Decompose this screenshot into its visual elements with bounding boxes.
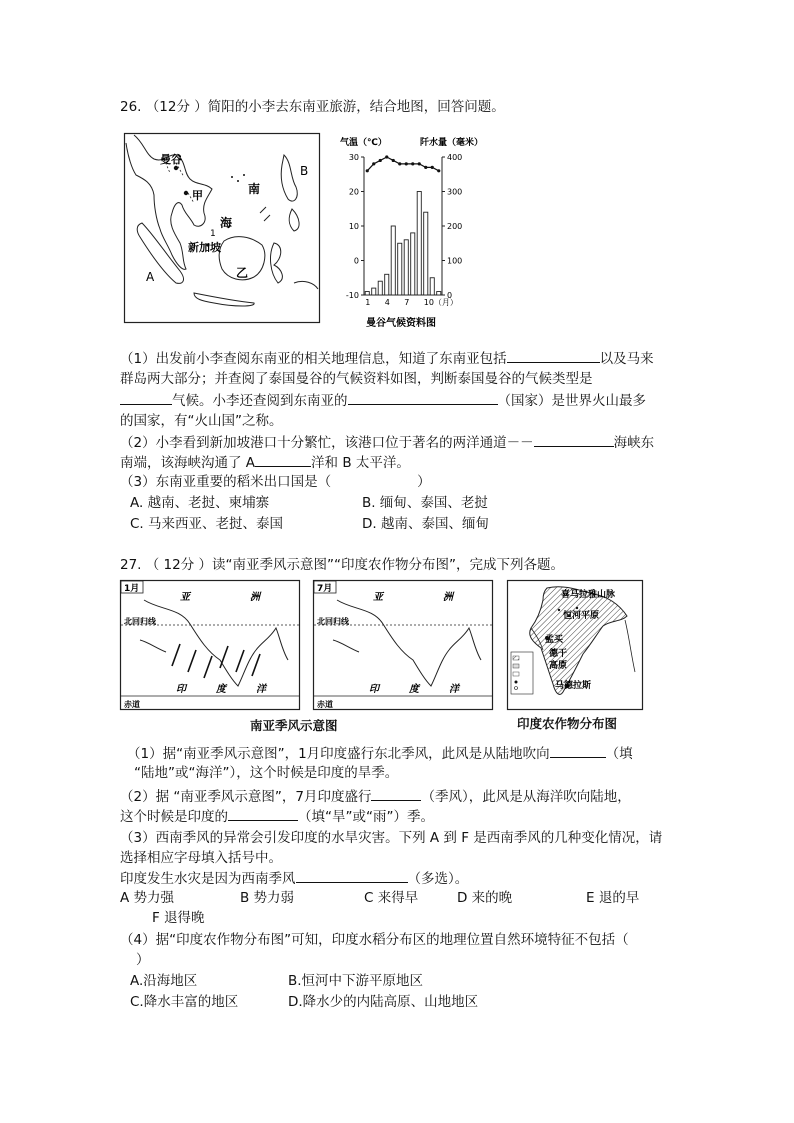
- hai-label: 海: [220, 216, 233, 230]
- left-tick-label: 30: [348, 153, 359, 162]
- answer-blank[interactable]: [550, 743, 606, 758]
- right-tick-label: 200: [447, 222, 463, 231]
- q27-opt-f[interactable]: F 退得晚: [152, 910, 205, 926]
- x-tick-label: 7: [404, 298, 410, 307]
- left-tick-label: 10: [348, 222, 359, 231]
- q27-4-opt-c[interactable]: C.降水丰富的地区: [130, 994, 239, 1010]
- temperature-point: [424, 166, 427, 169]
- temperature-point: [379, 159, 382, 162]
- mumbai-label: 孟买: [545, 635, 564, 645]
- q27-4-line1: （4）据“印度农作物分布图”可知，印度水稻分布区的地理位置自然环境特征不包括（: [120, 932, 629, 948]
- precip-bar: [391, 226, 395, 295]
- q26-opt-c[interactable]: C. 马来西亚、老挝、泰国: [130, 516, 284, 532]
- temperature-point: [405, 162, 408, 165]
- july-monsoon-map: [313, 580, 493, 710]
- precip-bar: [378, 281, 382, 295]
- himalaya-label: 喜马拉雅山脉: [561, 590, 616, 600]
- jan-ocean-du: 度: [216, 684, 226, 695]
- q27-opt-c[interactable]: C 来得早: [364, 890, 419, 906]
- precip-bar: [437, 292, 441, 295]
- answer-blank[interactable]: [120, 390, 172, 405]
- right-tick-label: 400: [447, 153, 463, 162]
- q27-4-opt-d[interactable]: D.降水少的内陆高原、山地地区: [288, 994, 479, 1010]
- jan-month-label: 1月: [124, 584, 140, 594]
- temperature-point: [366, 169, 369, 172]
- precip-bar: [424, 212, 428, 295]
- x-tick-label: 4: [384, 298, 390, 307]
- jia-label: 甲: [192, 189, 203, 202]
- precip-bar: [417, 192, 421, 296]
- chennai-label: 马德拉斯: [555, 681, 592, 691]
- jan-asia-zhou: 洲: [250, 592, 260, 603]
- monsoon-caption: 南亚季风示意图: [250, 718, 338, 733]
- southeast-asia-map: [124, 133, 320, 323]
- q27-title: 27. （ 12分 ）读“南亚季风示意图”“印度农作物分布图”，完成下列各题。: [120, 557, 564, 573]
- deccan-label-2: 高原: [549, 661, 568, 671]
- q27-3-line2: 选择相应字母填入括号中。: [120, 850, 282, 866]
- jan-asia-ya: 亚: [180, 592, 190, 603]
- bangkok-label: 曼谷: [160, 153, 182, 166]
- q27-3-line3: 印度发生水灾是因为西南季风 （多选）。: [120, 868, 468, 889]
- precip-bar: [430, 278, 434, 295]
- answer-blank[interactable]: [371, 786, 421, 801]
- india-crop-map: [507, 580, 643, 710]
- yi-label: 乙: [236, 266, 249, 280]
- temperature-point: [392, 159, 395, 162]
- temperature-point: [385, 155, 388, 158]
- india-map-caption: 印度农作物分布图: [517, 716, 618, 731]
- q26-1-line1: （1）出发前小李查阅东南亚的相关地理信息，知道了东南亚包括 以及马来: [120, 348, 654, 369]
- q27-3-line1: （3）西南季风的异常会引发印度的水旱灾害。下列 A 到 F 是西南季风的几种变化情况，请: [120, 830, 663, 846]
- q27-2-line1: （2）据 “南亚季风示意图”，7月印度盛行 （季风），此风是从海洋吹向陆地，: [120, 786, 631, 807]
- q26-opt-d[interactable]: D. 越南、泰国、缅甸: [362, 516, 489, 532]
- temperature-point: [431, 166, 434, 169]
- jul-month-label: 7月: [317, 584, 333, 594]
- jul-asia-zhou: 洲: [443, 592, 453, 603]
- a-label: A: [146, 270, 155, 284]
- jan-tropic-label: 北回归线: [124, 617, 156, 626]
- q26-1-line3: 气候。小李还查阅到东南亚的 （国家）是世界火山最多: [120, 390, 646, 411]
- deccan-label-1: 德干: [549, 649, 568, 659]
- precip-bar: [385, 274, 389, 295]
- q26-2-line1: （2）小李看到新加坡港口十分繁忙，该港口位于著名的两洋通道－－ 海峡东: [120, 432, 654, 453]
- jul-equator-label: 赤道: [317, 700, 333, 709]
- jul-ocean-du: 度: [409, 684, 419, 695]
- jan-ocean-yin: 印: [176, 684, 186, 695]
- temperature-point: [398, 162, 401, 165]
- jul-ocean-yin: 印: [369, 684, 379, 695]
- precip-bar: [411, 233, 415, 295]
- right-tick-label: 300: [447, 187, 463, 197]
- temp-axis-label: 气温（℃）: [340, 138, 387, 148]
- jul-tropic-label: 北回归线: [317, 617, 349, 626]
- left-tick-label: 0: [353, 256, 359, 266]
- q26-3: （3）东南亚重要的稻米出口国是（ ）: [120, 474, 431, 490]
- january-monsoon-map: [120, 580, 300, 710]
- temperature-point: [437, 169, 440, 172]
- jan-equator-label: 赤道: [124, 700, 140, 709]
- jan-ocean-yang: 洋: [256, 684, 266, 695]
- singapore-label: 新加坡: [188, 241, 221, 254]
- q26-2-line2: 南端，该海峡沟通了 A 洋和 B 太平洋。: [120, 452, 410, 473]
- bangkok-climate-chart: [338, 133, 484, 333]
- b-label: B: [300, 164, 309, 178]
- x-tick-label: 1: [365, 298, 371, 307]
- q27-opt-e[interactable]: E 退的早: [586, 890, 640, 906]
- q27-1-line2: “陆地”或“海洋”），这个时候是印度的旱季。: [134, 765, 399, 781]
- q27-opt-b[interactable]: B 势力弱: [240, 890, 295, 906]
- precip-bar: [398, 243, 402, 295]
- jul-asia-ya: 亚: [373, 592, 383, 603]
- q26-opt-a[interactable]: A. 越南、老挝、柬埔寨: [130, 495, 270, 511]
- q26-opt-b[interactable]: B. 缅甸、泰国、老挝: [362, 495, 488, 511]
- q26-1-line4: 的国家，有“火山国”之称。: [120, 413, 283, 429]
- precip-bar: [372, 288, 376, 295]
- nan-label: 南: [248, 182, 261, 196]
- right-tick-label: 100: [447, 256, 463, 266]
- one-label: 1: [210, 229, 216, 239]
- temperature-point: [372, 162, 375, 165]
- q27-opt-d[interactable]: D 来的晚: [457, 890, 513, 906]
- q27-opt-a[interactable]: A 势力强: [120, 890, 175, 906]
- q26-1-line2: 群岛两大部分；并查阅了泰国曼谷的气候资料如图，判断泰国曼谷的气候类型是: [120, 371, 593, 387]
- left-tick-label: -10: [345, 291, 359, 300]
- answer-blank[interactable]: [228, 806, 298, 821]
- q26-title: 26. （12分 ）简阳的小李去东南亚旅游，结合地图，回答问题。: [120, 99, 505, 115]
- chart-title: 曼谷气候资料图: [366, 318, 436, 329]
- answer-blank[interactable]: [296, 868, 408, 883]
- x-tick-label: 10（月）: [423, 298, 458, 307]
- precip-bar: [365, 292, 369, 295]
- temperature-line: [367, 157, 439, 171]
- ganges-label: 恒河平原: [563, 611, 600, 621]
- answer-blank[interactable]: [507, 348, 600, 363]
- left-tick-label: 20: [348, 187, 359, 197]
- q27-2-line2: 这个时候是印度的 （填“旱”或“雨”）季。: [120, 806, 434, 827]
- precip-bar: [404, 240, 408, 295]
- q27-1-line1: （1）据“南亚季风示意图”，1月印度盛行东北季风，此风是从陆地吹向 （填: [127, 743, 633, 764]
- temperature-point: [411, 162, 414, 165]
- right-tick-label: 0: [447, 291, 453, 300]
- q27-4-opt-b[interactable]: B.恒河中下游平原地区: [288, 973, 424, 989]
- q27-4-opt-a[interactable]: A.沿海地区: [130, 973, 198, 989]
- temperature-point: [418, 162, 421, 165]
- answer-blank[interactable]: [534, 432, 614, 447]
- q27-4-line2: ）: [136, 952, 150, 968]
- jul-ocean-yang: 洋: [449, 684, 459, 695]
- answer-blank[interactable]: [348, 390, 498, 405]
- precip-axis-label: 阡水量（毫米）: [420, 138, 484, 148]
- answer-blank[interactable]: [255, 452, 311, 467]
